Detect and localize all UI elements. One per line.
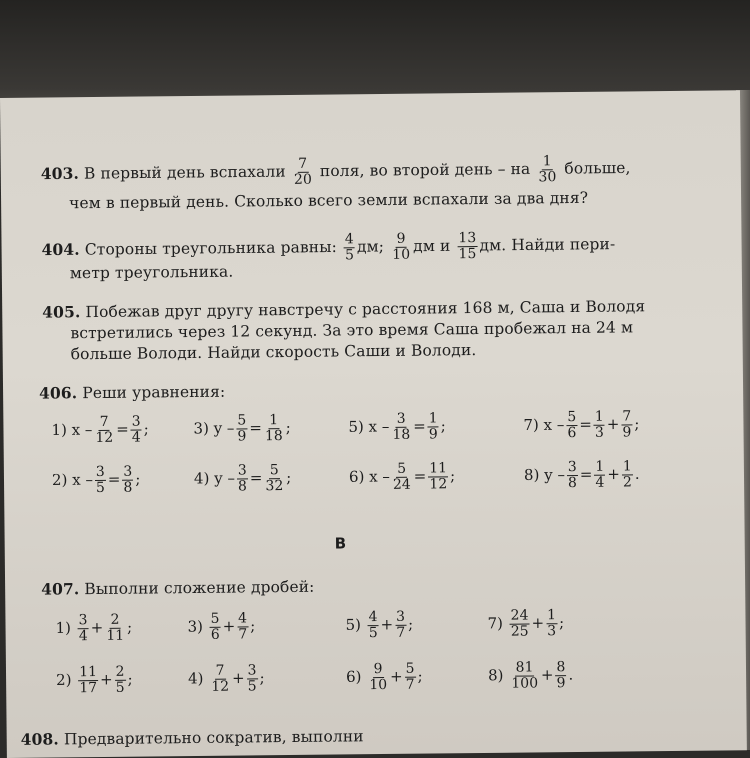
equation-label: 4) — [193, 469, 215, 488]
fraction — [237, 463, 248, 494]
denominator: 10 — [392, 246, 411, 263]
fraction — [210, 612, 221, 643]
fraction — [405, 662, 416, 693]
equation-4 — [194, 463, 292, 495]
text: поля, во второй день – на — [319, 159, 531, 181]
numerator: 1 — [269, 412, 279, 429]
problem-403-line1 — [41, 153, 631, 190]
sum-label: 7) — [487, 614, 508, 633]
operator: = — [116, 420, 129, 439]
punctuation: ; — [259, 668, 265, 687]
denominator: 30 — [538, 169, 557, 186]
text: дм. Найди пери- — [479, 235, 616, 255]
variable: y – — [213, 419, 235, 438]
denominator: 100 — [511, 675, 539, 692]
fraction — [457, 231, 477, 262]
operator: = — [413, 417, 426, 436]
denominator: 5 — [247, 678, 257, 695]
sum-4 — [188, 663, 265, 695]
denominator: 5 — [115, 679, 125, 696]
numerator: 5 — [269, 462, 279, 479]
denominator: 6 — [567, 424, 577, 442]
numerator: 7 — [298, 155, 308, 172]
denominator: 18 — [392, 426, 411, 443]
numerator: 1 — [622, 458, 632, 475]
equation-5 — [348, 411, 446, 443]
textbook-page — [0, 90, 747, 758]
numerator: 7 — [622, 408, 632, 425]
problem-number: 405. — [42, 302, 81, 322]
operator: = — [579, 415, 592, 434]
sum-label: 5) — [345, 615, 366, 634]
operator: = — [413, 467, 427, 486]
fraction — [95, 465, 106, 496]
fraction — [567, 460, 578, 491]
equation-6 — [349, 461, 456, 493]
equation-label: 3) — [193, 419, 214, 438]
sum-label: 4) — [187, 669, 209, 688]
punctuation: ; — [126, 618, 133, 637]
denominator: 15 — [458, 246, 477, 263]
denominator: 8 — [237, 478, 248, 495]
denominator: 12 — [429, 476, 448, 493]
numerator: 11 — [79, 664, 98, 681]
operator: + — [90, 618, 104, 637]
problem-404-line1 — [41, 230, 615, 267]
equation-label: 7) — [523, 415, 544, 435]
problem-405-line3: больше Володи. Найди скорость Саши и Володи. — [70, 341, 477, 364]
numerator: 1 — [428, 410, 438, 427]
denominator: 5 — [95, 479, 106, 497]
section-letter: B — [334, 534, 347, 553]
denominator: 7 — [396, 624, 406, 641]
fraction — [368, 610, 379, 641]
equation-label: 6) — [348, 467, 370, 486]
problem-number: 407. — [41, 579, 80, 599]
punctuation: ; — [286, 468, 292, 487]
denominator: 20 — [293, 171, 313, 188]
sum-label: 3) — [187, 617, 208, 636]
denominator: 7 — [405, 676, 415, 693]
operator: + — [100, 670, 113, 689]
numerator: 11 — [429, 460, 448, 477]
sum-3 — [187, 611, 255, 643]
equation-label: 1) — [51, 420, 72, 439]
operator: + — [607, 465, 620, 484]
denominator: 5 — [344, 247, 355, 264]
denominator: 11 — [106, 627, 125, 644]
denominator: 9 — [428, 426, 438, 443]
numerator: 3 — [567, 458, 577, 476]
fraction — [537, 154, 557, 185]
punctuation: ; — [250, 616, 256, 635]
denominator: 5 — [368, 625, 378, 642]
denominator: 25 — [510, 623, 529, 640]
text: Побежав друг другу навстречу с расстояния 168 м, Саша и Володя — [85, 297, 646, 322]
equation-label: 5) — [348, 417, 369, 436]
denominator: 12 — [211, 678, 230, 695]
denominator: 8 — [567, 474, 577, 492]
numerator: 5 — [405, 660, 415, 677]
variable: y – — [544, 465, 565, 484]
equation-8 — [524, 459, 640, 491]
denominator: 8 — [123, 479, 133, 496]
fraction — [210, 664, 230, 695]
sum-2 — [56, 665, 133, 697]
fraction — [94, 415, 114, 446]
punctuation: ; — [634, 414, 640, 433]
punctuation: ; — [127, 670, 133, 689]
problem-404-line2: метр треугольника. — [69, 262, 234, 283]
fraction — [391, 232, 411, 263]
numerator: 5 — [397, 460, 407, 477]
operator: + — [222, 617, 236, 636]
fraction — [264, 413, 284, 444]
sum-7 — [487, 608, 564, 640]
denominator: 18 — [264, 428, 283, 445]
fraction — [428, 461, 448, 492]
numerator: 1 — [546, 607, 557, 624]
denominator: 24 — [392, 476, 411, 493]
denominator: 32 — [265, 478, 284, 495]
equation-7 — [523, 409, 639, 441]
operator: + — [540, 665, 554, 684]
numerator: 5 — [210, 610, 220, 627]
variable: x – — [543, 415, 565, 434]
sum-5 — [345, 610, 413, 642]
punctuation: ; — [558, 613, 565, 632]
punctuation: . — [634, 464, 640, 483]
denominator: 3 — [547, 623, 557, 640]
fraction — [237, 611, 248, 642]
problem-405-line2: встретились через 12 секунд. За это время Саша пробежал на 24 м — [70, 318, 634, 343]
text: Предварительно сократив, выполни — [63, 727, 364, 749]
numerator: 9 — [396, 230, 406, 247]
variable: x – — [71, 420, 93, 439]
numerator: 9 — [373, 661, 383, 678]
fraction — [105, 613, 125, 644]
punctuation: ; — [408, 615, 414, 634]
fraction — [395, 610, 406, 641]
denominator: 3 — [594, 424, 604, 441]
problem-number: 404. — [41, 239, 80, 260]
equation-3 — [193, 413, 291, 445]
text: Реши уравнения: — [82, 382, 226, 403]
operator: + — [380, 615, 394, 634]
fraction — [546, 608, 557, 639]
numerator: 1 — [595, 458, 605, 475]
punctuation: . — [568, 665, 574, 684]
operator: + — [231, 668, 245, 688]
fraction — [78, 613, 89, 644]
punctuation: ; — [135, 470, 141, 489]
numerator: 5 — [237, 412, 247, 429]
fraction — [293, 157, 313, 188]
sum-6 — [346, 662, 423, 694]
fraction — [247, 663, 258, 694]
fraction — [392, 462, 412, 493]
numerator: 2 — [110, 611, 120, 628]
denominator: 10 — [369, 676, 388, 694]
numerator: 4 — [368, 609, 378, 626]
variable: x – — [369, 467, 390, 486]
numerator: 13 — [458, 230, 477, 247]
numerator: 8 — [556, 659, 566, 676]
numerator: 1 — [594, 408, 604, 425]
fraction — [566, 410, 577, 441]
problem-number: 406. — [38, 383, 78, 403]
equation-label: 8) — [523, 465, 545, 485]
numerator: 3 — [123, 463, 133, 480]
numerator: 4 — [344, 231, 354, 248]
numerator: 3 — [237, 462, 247, 479]
fraction — [510, 608, 530, 639]
denominator: 4 — [78, 628, 88, 645]
problem-408-line — [21, 726, 364, 750]
fraction — [594, 460, 605, 491]
fraction — [344, 232, 355, 263]
fraction — [264, 463, 284, 494]
numerator: 3 — [247, 662, 257, 679]
denominator: 17 — [79, 680, 98, 697]
operator: = — [579, 465, 593, 484]
operator: = — [249, 418, 262, 437]
operator: + — [531, 613, 545, 632]
denominator: 9 — [556, 675, 566, 692]
denominator: 12 — [95, 429, 114, 447]
fraction — [391, 412, 411, 443]
equation-1 — [51, 414, 149, 446]
fraction — [621, 409, 632, 440]
sum-1 — [55, 613, 132, 645]
sum-label: 6) — [345, 667, 367, 686]
fraction — [115, 665, 126, 696]
problem-number: 408. — [20, 729, 59, 749]
problem-number: 403. — [40, 163, 80, 184]
punctuation: ; — [417, 667, 423, 686]
text: дм и — [413, 236, 451, 256]
operator: + — [606, 415, 620, 434]
sum-label: 8) — [487, 666, 509, 685]
equation-2 — [52, 465, 141, 497]
denominator: 9 — [622, 424, 632, 441]
punctuation: ; — [440, 416, 446, 435]
fraction — [368, 662, 388, 693]
text: Выполни сложение дробей: — [84, 577, 315, 599]
numerator: 3 — [78, 612, 88, 629]
numerator: 24 — [510, 607, 529, 624]
denominator: 9 — [237, 428, 247, 445]
numerator: 4 — [238, 610, 248, 627]
sum-8 — [488, 660, 574, 692]
fraction — [122, 465, 133, 496]
sum-label: 2) — [56, 670, 77, 689]
fraction — [555, 660, 566, 691]
fraction — [428, 411, 439, 442]
operator: + — [389, 667, 403, 686]
fraction — [131, 415, 142, 446]
text: дм; — [356, 237, 385, 256]
text: Стороны треугольника равны: — [84, 237, 338, 259]
variable: x – — [368, 417, 390, 436]
text: больше, — [564, 158, 631, 178]
fraction — [236, 413, 247, 444]
punctuation: ; — [450, 466, 456, 485]
punctuation: ; — [143, 419, 149, 439]
problem-407-title — [41, 577, 315, 600]
numerator: 2 — [115, 663, 125, 680]
fraction — [510, 660, 539, 691]
fraction — [78, 665, 98, 696]
text: В первый день вспахали — [83, 162, 286, 183]
numerator: 7 — [99, 413, 109, 430]
operator: = — [107, 470, 121, 489]
denominator: 6 — [210, 626, 220, 643]
problem-403-line2: чем в первый день. Сколько всего земли вспахали за два дня? — [69, 188, 589, 213]
numerator: 5 — [567, 408, 577, 426]
denominator: 4 — [595, 474, 605, 491]
denominator: 7 — [238, 626, 248, 643]
variable: x – — [72, 470, 94, 489]
numerator: 3 — [396, 608, 406, 625]
denominator: 2 — [622, 474, 632, 491]
problem-406-title — [39, 382, 225, 404]
equation-label: 2) — [51, 470, 73, 489]
numerator: 81 — [515, 659, 534, 676]
numerator: 3 — [95, 463, 105, 481]
numerator: 1 — [542, 153, 552, 170]
fraction — [594, 410, 605, 441]
sum-label: 1) — [55, 618, 76, 637]
denominator: 4 — [131, 429, 141, 446]
numerator: 7 — [215, 662, 225, 679]
numerator: 3 — [396, 410, 406, 427]
fraction — [622, 459, 633, 490]
numerator: 3 — [131, 413, 141, 430]
punctuation: ; — [285, 418, 291, 437]
operator: = — [249, 468, 263, 487]
variable: y – — [214, 469, 236, 488]
